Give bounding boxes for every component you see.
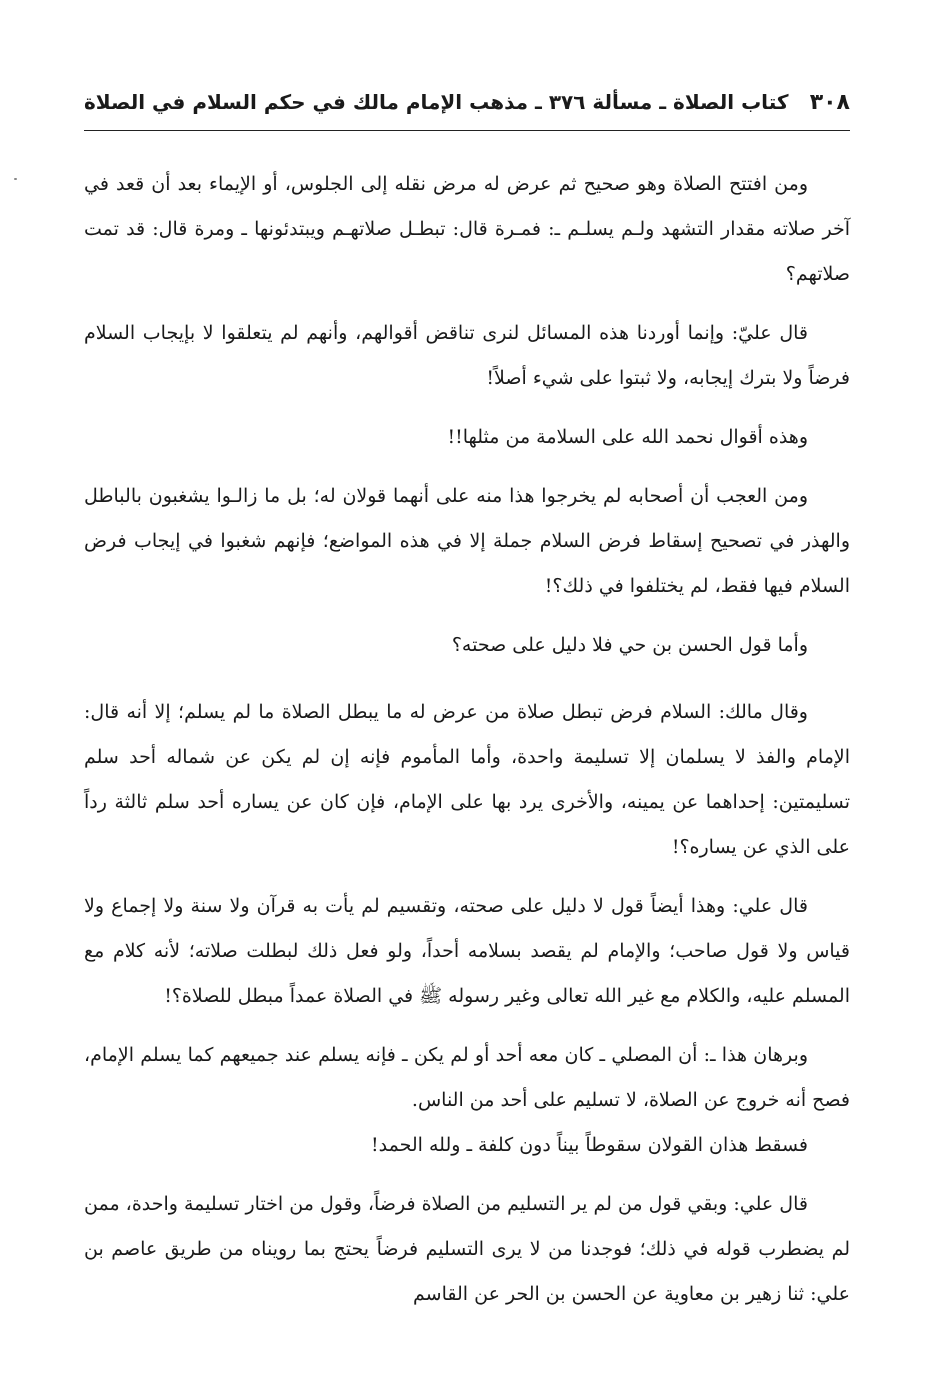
paragraph: وأما قول الحسن بن حي فلا دليل على صحته؟: [451, 634, 808, 656]
header-title: كتاب الصلاة ـ مسألة ٣٧٦ ـ مذهب الإمام مالك في حكم السلام في الصلاة: [84, 90, 789, 114]
running-header: [84, 82, 850, 122]
paragraph: وهذه أقوال نحمد الله على السلامة من مثلها!!: [447, 426, 808, 448]
paragraph: قال عليّ: وإنما أوردنا هذه المسائل لنرى تناقض أقوالهم، وأنهم لم يتعلقوا لا بإيجاب السلام فرضاً ولا بترك إيجابه، ولا ثبتوا على شيء أصلاً!: [84, 322, 850, 389]
paragraph: ومن العجب أن أصحابه لم يخرجوا هذا منه على أنهما قولان له؛ بل ما زالـوا يشغبون بالباطل والهذر في تصحيح إسقاط فرض السلام جملة إلا في هذه المواضع؛ فإنهم شغبوا في إيجاب فرض السلام فيها فقط، لم يختلفوا في ذلك؟!: [84, 485, 850, 597]
paragraph: قال علي: وهذا أيضاً قول لا دليل على صحته، وتقسيم لم يأت به قرآن ولا سنة ولا إجماع ولا قياس ولا قول صاحب؛ والإمام لم يقصد بسلامه أحداً، ولو فعل ذلك لبطلت صلاته؛ لأنه كلام مع المسلم عليه، والكلام مع غير الله تعالى وغير رسوله ﷺ في الصلاة عمداً مبطل للصلاة؟!: [84, 895, 850, 1007]
page-number: ٣٠٨: [809, 89, 850, 115]
paragraph: ومن افتتح الصلاة وهو صحيح ثم عرض له مرض نقله إلى الجلوس، أو الإيماء بعد أن قعد في آخر صلاته مقدار التشهد ولـم يسلـم ـ: فمـرة قال: تبطـل صلاتهـم ويبتدئونها ـ ومرة قال: قد تمت صلاتهم؟: [84, 173, 850, 285]
paragraph: قال علي: وبقي قول من لم ير التسليم من الصلاة فرضاً، وقول من اختار تسليمة واحدة، ممن لم يضطرب قوله في ذلك؛ فوجدنا من لا يرى التسليم فرضاً يحتج بما رويناه من طريق عاصم بن علي: ثنا زهير بن معاوية عن الحسن بن الحر عن القاسم: [84, 1193, 850, 1305]
header-rule: [84, 130, 850, 131]
paragraph: وقال مالك: السلام فرض تبطل صلاة من عرض له ما يبطل الصلاة ما لم يسلم؛ إلا أنه قال: الإمام والفذ لا يسلمان إلا تسليمة واحدة، وأما المأموم فإنه إن لم يكن عن شماله أحد سلم تسليمتين: إحداهما عن يمينه، والأخرى يرد بها على الإمام، فإن كان عن يساره أحد سلم ثالثة رداً على الذي عن يساره؟!: [84, 701, 850, 858]
scan-speck: [14, 178, 17, 180]
body-text: [84, 162, 850, 1317]
paragraph: فسقط هذان القولان سقوطاً بيناً دون كلفة ـ ولله الحمد!: [371, 1134, 808, 1156]
paragraph: وبرهان هذا ـ: أن المصلي ـ كان معه أحد أو لم يكن ـ فإنه يسلم عند جميعهم كما يسلم الإمام، فصح أنه خروج عن الصلاة، لا تسليم على أحد من الناس.: [84, 1044, 850, 1111]
